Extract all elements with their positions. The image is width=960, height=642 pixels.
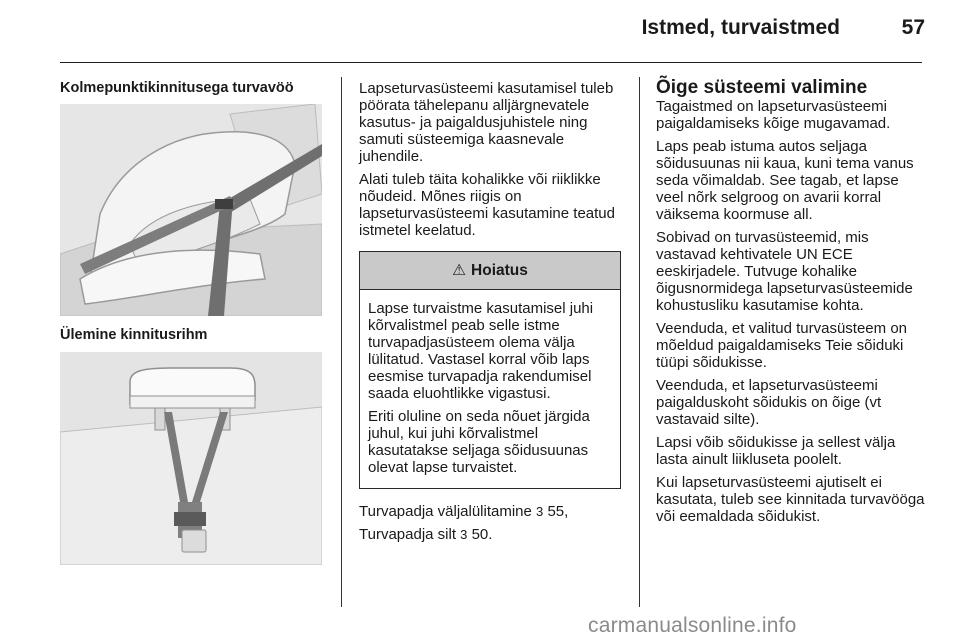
middle-column	[359, 80, 623, 245]
reference-text: Turvapadja väljalülitamine	[359, 503, 532, 520]
child-seat-svg	[60, 104, 322, 316]
column-divider-left	[341, 77, 342, 607]
right-column	[656, 78, 926, 531]
reference-page: 55,	[547, 503, 569, 520]
warning-title: Hoiatus	[471, 261, 528, 279]
warning-body	[360, 290, 620, 476]
body-paragraph: Lapsi võib sõidukisse ja sellest välja lasta ainult liikluseta poolelt.	[656, 434, 896, 468]
column-divider-right	[639, 77, 640, 607]
watermark: carmanualsonline.info	[588, 614, 797, 637]
section-heading: Õige süsteemi valimine	[656, 77, 868, 98]
body-paragraph: Tagaistmed on lapseturvasüsteemi paigaldamiseks kõige mugavamad.	[656, 98, 891, 132]
warning-box	[359, 251, 621, 489]
child-seat-three-point-belt-illustration	[60, 104, 322, 316]
body-paragraph: Sobivad on turvasüsteemid, mis vastavad kehtivatele UN ECE eeskirjadele. Tutvuge kohalike õigusnormidega lapseturvasüsteemide kohustusliku kasutamise kohta.	[656, 229, 913, 314]
body-paragraph: Laps peab istuma autos seljaga sõidusuunas nii kaua, kuni tema vanus seda võimaldab. See tagab, et lapse veel nõrk selgroog on avarii korral väiksema koormuse all.	[656, 138, 914, 223]
requirements-paragraph: Alati tuleb täita kohalikke või riiklikke nõudeid. Mõnes riigis on lapseturvasüsteemi kasutamine teatud istmetel keelatud.	[359, 171, 615, 239]
intro-paragraph: Lapseturvasüsteemi kasutamisel tuleb pöörata tähelepanu alljärgnevatele kasutus- ja paigaldusjuhistele ning samuti süsteemiga kaasnevale juhendile.	[359, 80, 614, 165]
airbag-deactivation-reference[interactable]	[359, 503, 623, 520]
body-paragraph: Kui lapseturvasüsteemi ajutiselt ei kasutata, tuleb see kinnitada turvavööga või eemaldada sõidukist.	[656, 474, 925, 525]
warning-paragraph: Lapse turvaistme kasutamisel juhi kõrvalistmel peab selle istme turvapadjasüsteem olema välja lülitatud. Vastasel korral võib laps eesmise turvapadja rakendumisel saada eluohtlikke vigastusi.	[368, 300, 594, 402]
header-rule	[60, 62, 922, 63]
top-tether-svg	[60, 352, 322, 565]
cross-reference-arrow-icon: 3	[460, 527, 468, 542]
reference-text: Turvapadja silt	[359, 526, 456, 543]
body-paragraph: Veenduda, et valitud turvasüsteem on mõeldud paigaldamiseks Teie sõiduki tüüpi sõidukisse.	[656, 320, 908, 371]
page-title: Istmed, turvaistmed	[641, 16, 840, 39]
top-tether-strap-illustration	[60, 352, 322, 565]
warning-triangle-icon: ⚠	[452, 262, 467, 279]
body-paragraph: Veenduda, et lapseturvasüsteemi paigalduskoht sõidukis on õige (vt vastavaid silte).	[656, 377, 882, 428]
figure-caption-three-point-belt: Kolmepunktikinnitusega turvavöö	[60, 80, 294, 96]
warning-header	[360, 252, 620, 290]
page-number: 57	[901, 16, 925, 39]
figure-caption-top-tether: Ülemine kinnitusrihm	[60, 327, 208, 343]
reference-page: 50.	[471, 526, 493, 543]
airbag-label-reference[interactable]	[359, 526, 623, 543]
warning-paragraph: Eriti oluline on seda nõuet järgida juhul, kui juhi kõrvalistmel kasutatakse seljaga sõidusuunas olevat lapse turvaistet.	[368, 408, 590, 476]
cross-reference-arrow-icon: 3	[536, 504, 544, 519]
cross-references	[359, 503, 623, 543]
